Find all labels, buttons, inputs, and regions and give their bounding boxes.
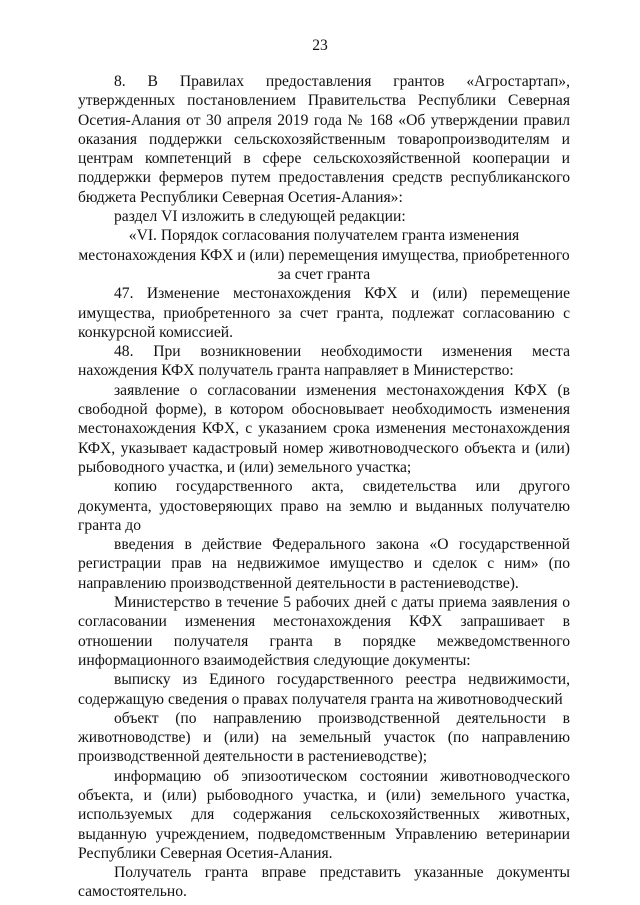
paragraph-47-first-line: 47. Изменение местонахождения КФХ и (или) перемещение [114,285,570,303]
paragraph-epizootic-info: информацию об эпизоотическом состоянии животноводческого объекта, и (или) рыбоводного участка, и (или) земельного участка, используемых для содержания сельскохозяйственных животных, выданную учреждением, подведомственным Управлению ветеринарии Республики Северная Осетия-Алания. [78,767,570,862]
section-vi-heading: «VI. Порядок согласования получателем гранта изменения местонахождения КФХ и (или) перемещения имущества, приобретенного за счет гранта [78,227,570,283]
paragraph-land-documents [78,477,570,593]
paragraph-registry-extract [78,670,570,766]
paragraph-self-submission: Получатель гранта вправе представить указанные документы самостоятельно. [78,864,570,901]
paragraph-8 [78,72,570,207]
page-number: 23 [312,37,328,54]
paragraph-registry-extract-end: животноводстве) и (или) на земельный участок (по направлению производственной деятельности в растениеводстве); [78,729,570,766]
paragraph-land-documents-middle-line: введения в действие Федерального закона «О государственной [114,536,570,554]
paragraph-registry-extract-middle-line: объект (по направлению производственной деятельности в [114,709,570,727]
paragraph-section-edit: раздел VI изложить в следующей редакции: [114,208,406,226]
paragraph-land-documents-start: копию государственного акта, свидетельства или другого документа, удостоверяющих право на землю и выданных получателю гранта до [78,478,570,534]
paragraph-47-continuation: имущества, приобретенного за счет гранта, подлежат согласованию с конкурсной комиссией. [78,304,570,341]
paragraph-application: заявление о согласовании изменения местонахождения КФХ (в свободной форме), в котором обосновывает необходимость изменения местонахождения КФХ, с указанием срока изменения местонахождения КФХ, указывает кадастровый номер животноводческого объекта и (или) рыбоводного участка, и (или) земельного участка; [78,381,570,476]
paragraph-8-continuation: утвержденных постановлением Правительства Республики Северная Осетия-Алания от 30 апреля 2019 года № 168 «Об утверждении правил оказания поддержки сельскохозяйственным товаропроизводителям и центрам компетенций в сфере сельскохозяйственной кооперации и поддержки фермеров путем предоставления средств республиканского бюджета Республики Северная Осетия-Алания»: [78,92,570,206]
paragraph-47 [78,284,570,342]
paragraph-8-first-line: 8. В Правилах предоставления грантов «Агростартап», [114,73,570,90]
paragraph-land-documents-end: регистрации прав на недвижимое имущество и сделок с ним» (по направлению производственной деятельности в растениеводстве). [78,555,570,592]
paragraph-registry-extract-start: выписку из Единого государственного реестра недвижимости, содержащую сведения о правах получателя гранта на животноводческий [78,671,570,708]
paragraph-ministry-request: Министерство в течение 5 рабочих дней с даты приема заявления о согласовании изменения местонахождения КФХ запрашивает в отношении получателя гранта в порядке межведомственного информационного взаимодействия следующие документы: [78,594,570,669]
document-body [78,72,570,902]
paragraph-48: 48. При возникновении необходимости изменения места нахождения КФХ получатель гранта направляет в Министерство: [78,343,570,380]
